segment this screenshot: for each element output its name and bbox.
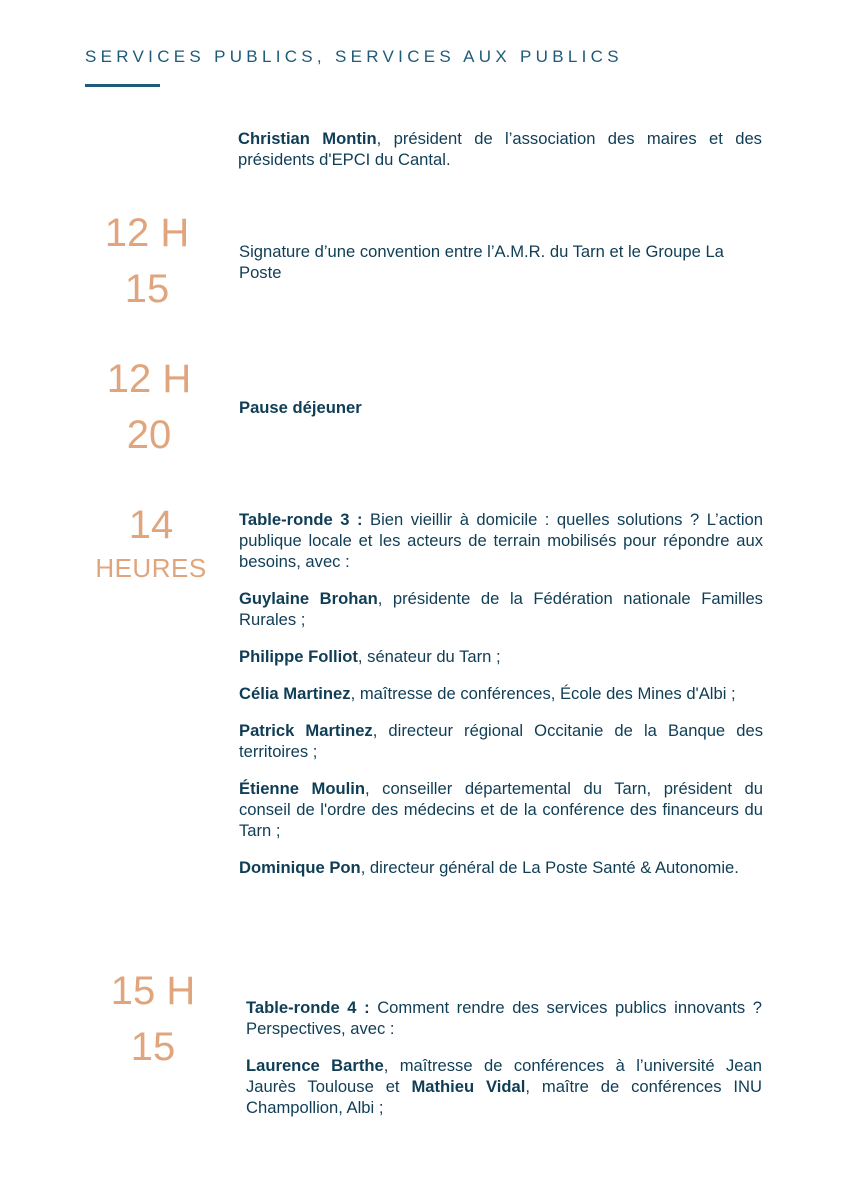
speaker-description: , président de l’association des maires et des présidents d'EPCI du Cantal.	[238, 129, 762, 169]
time-label	[84, 351, 214, 463]
speaker-entry	[239, 720, 763, 762]
speaker-name: Patrick Martinez	[239, 721, 373, 740]
session-table-ronde-4	[246, 997, 762, 1118]
session-lunch	[239, 397, 759, 418]
speaker-entry	[239, 857, 763, 878]
time-label	[88, 963, 218, 1075]
speaker-description: , conseiller départemental du Tarn, président du conseil de l'ordre des médecins et de la conférence des financeurs du Tarn ;	[239, 779, 763, 840]
session-signature	[239, 241, 759, 283]
time-minute: 20	[126, 413, 172, 457]
speaker-description: , directeur général de La Poste Santé & Autonomie.	[360, 858, 739, 877]
session-text: Signature d’une convention entre l’A.M.R. du Tarn et le Groupe La Poste	[239, 242, 724, 282]
speaker-name: Laurence Barthe	[246, 1056, 384, 1075]
time-hour: 12 H	[104, 211, 190, 255]
speaker-entry	[246, 1055, 762, 1118]
speaker-name: Guylaine Brohan	[239, 589, 378, 608]
time-minute: 15	[130, 1025, 176, 1069]
speaker-description: , directeur régional Occitanie de la Banque des territoires ;	[239, 721, 763, 761]
session-text: Comment rendre des services publics innovants ? Perspectives, avec :	[246, 998, 762, 1038]
header-underline	[85, 84, 160, 87]
speaker-name: Christian Montin	[238, 129, 377, 148]
speaker-name: Célia Martinez	[239, 684, 351, 703]
session-text: Bien vieillir à domicile : quelles solutions ? L’action publique locale et les acteurs de terrain mobilisés pour répondre aux besoins, avec :	[239, 510, 763, 571]
speaker-description: , sénateur du Tarn ;	[357, 647, 501, 666]
speaker-description: , maîtresse de conférences à l’université Jean Jaurès Toulouse et	[246, 1056, 762, 1096]
time-label	[82, 205, 212, 317]
speaker-description: , maître de conférences INU Champollion, Albi ;	[246, 1077, 762, 1117]
speaker-description: , présidente de la Fédération nationale Familles Rurales ;	[239, 589, 763, 629]
session-title: Table-ronde 3 :	[239, 510, 363, 529]
session-title: Pause déjeuner	[239, 398, 362, 417]
time-hour: 15 H	[110, 969, 196, 1013]
speaker-name: Philippe Folliot	[239, 647, 358, 666]
session-table-ronde-3	[239, 509, 763, 878]
time-minute: 15	[124, 267, 170, 311]
speaker-name: Dominique Pon	[239, 858, 361, 877]
page-header-title: SERVICES PUBLICS, SERVICES AUX PUBLICS	[85, 47, 623, 66]
speaker-entry	[239, 778, 763, 841]
speaker-entry	[239, 588, 763, 630]
time-label	[86, 497, 216, 583]
speaker-entry	[239, 683, 763, 704]
time-hour: 12 H	[106, 357, 192, 401]
speaker-entry	[239, 646, 763, 667]
time-unit: HEURES	[95, 553, 207, 583]
session-title: Table-ronde 4 :	[246, 998, 370, 1017]
speaker-description: , maîtresse de conférences, École des Mines d'Albi ;	[350, 684, 736, 703]
speaker-name: Mathieu Vidal	[411, 1077, 526, 1096]
intro-paragraph	[238, 128, 762, 170]
time-hour: 14	[128, 503, 174, 547]
speaker-name: Étienne Moulin	[239, 779, 365, 798]
